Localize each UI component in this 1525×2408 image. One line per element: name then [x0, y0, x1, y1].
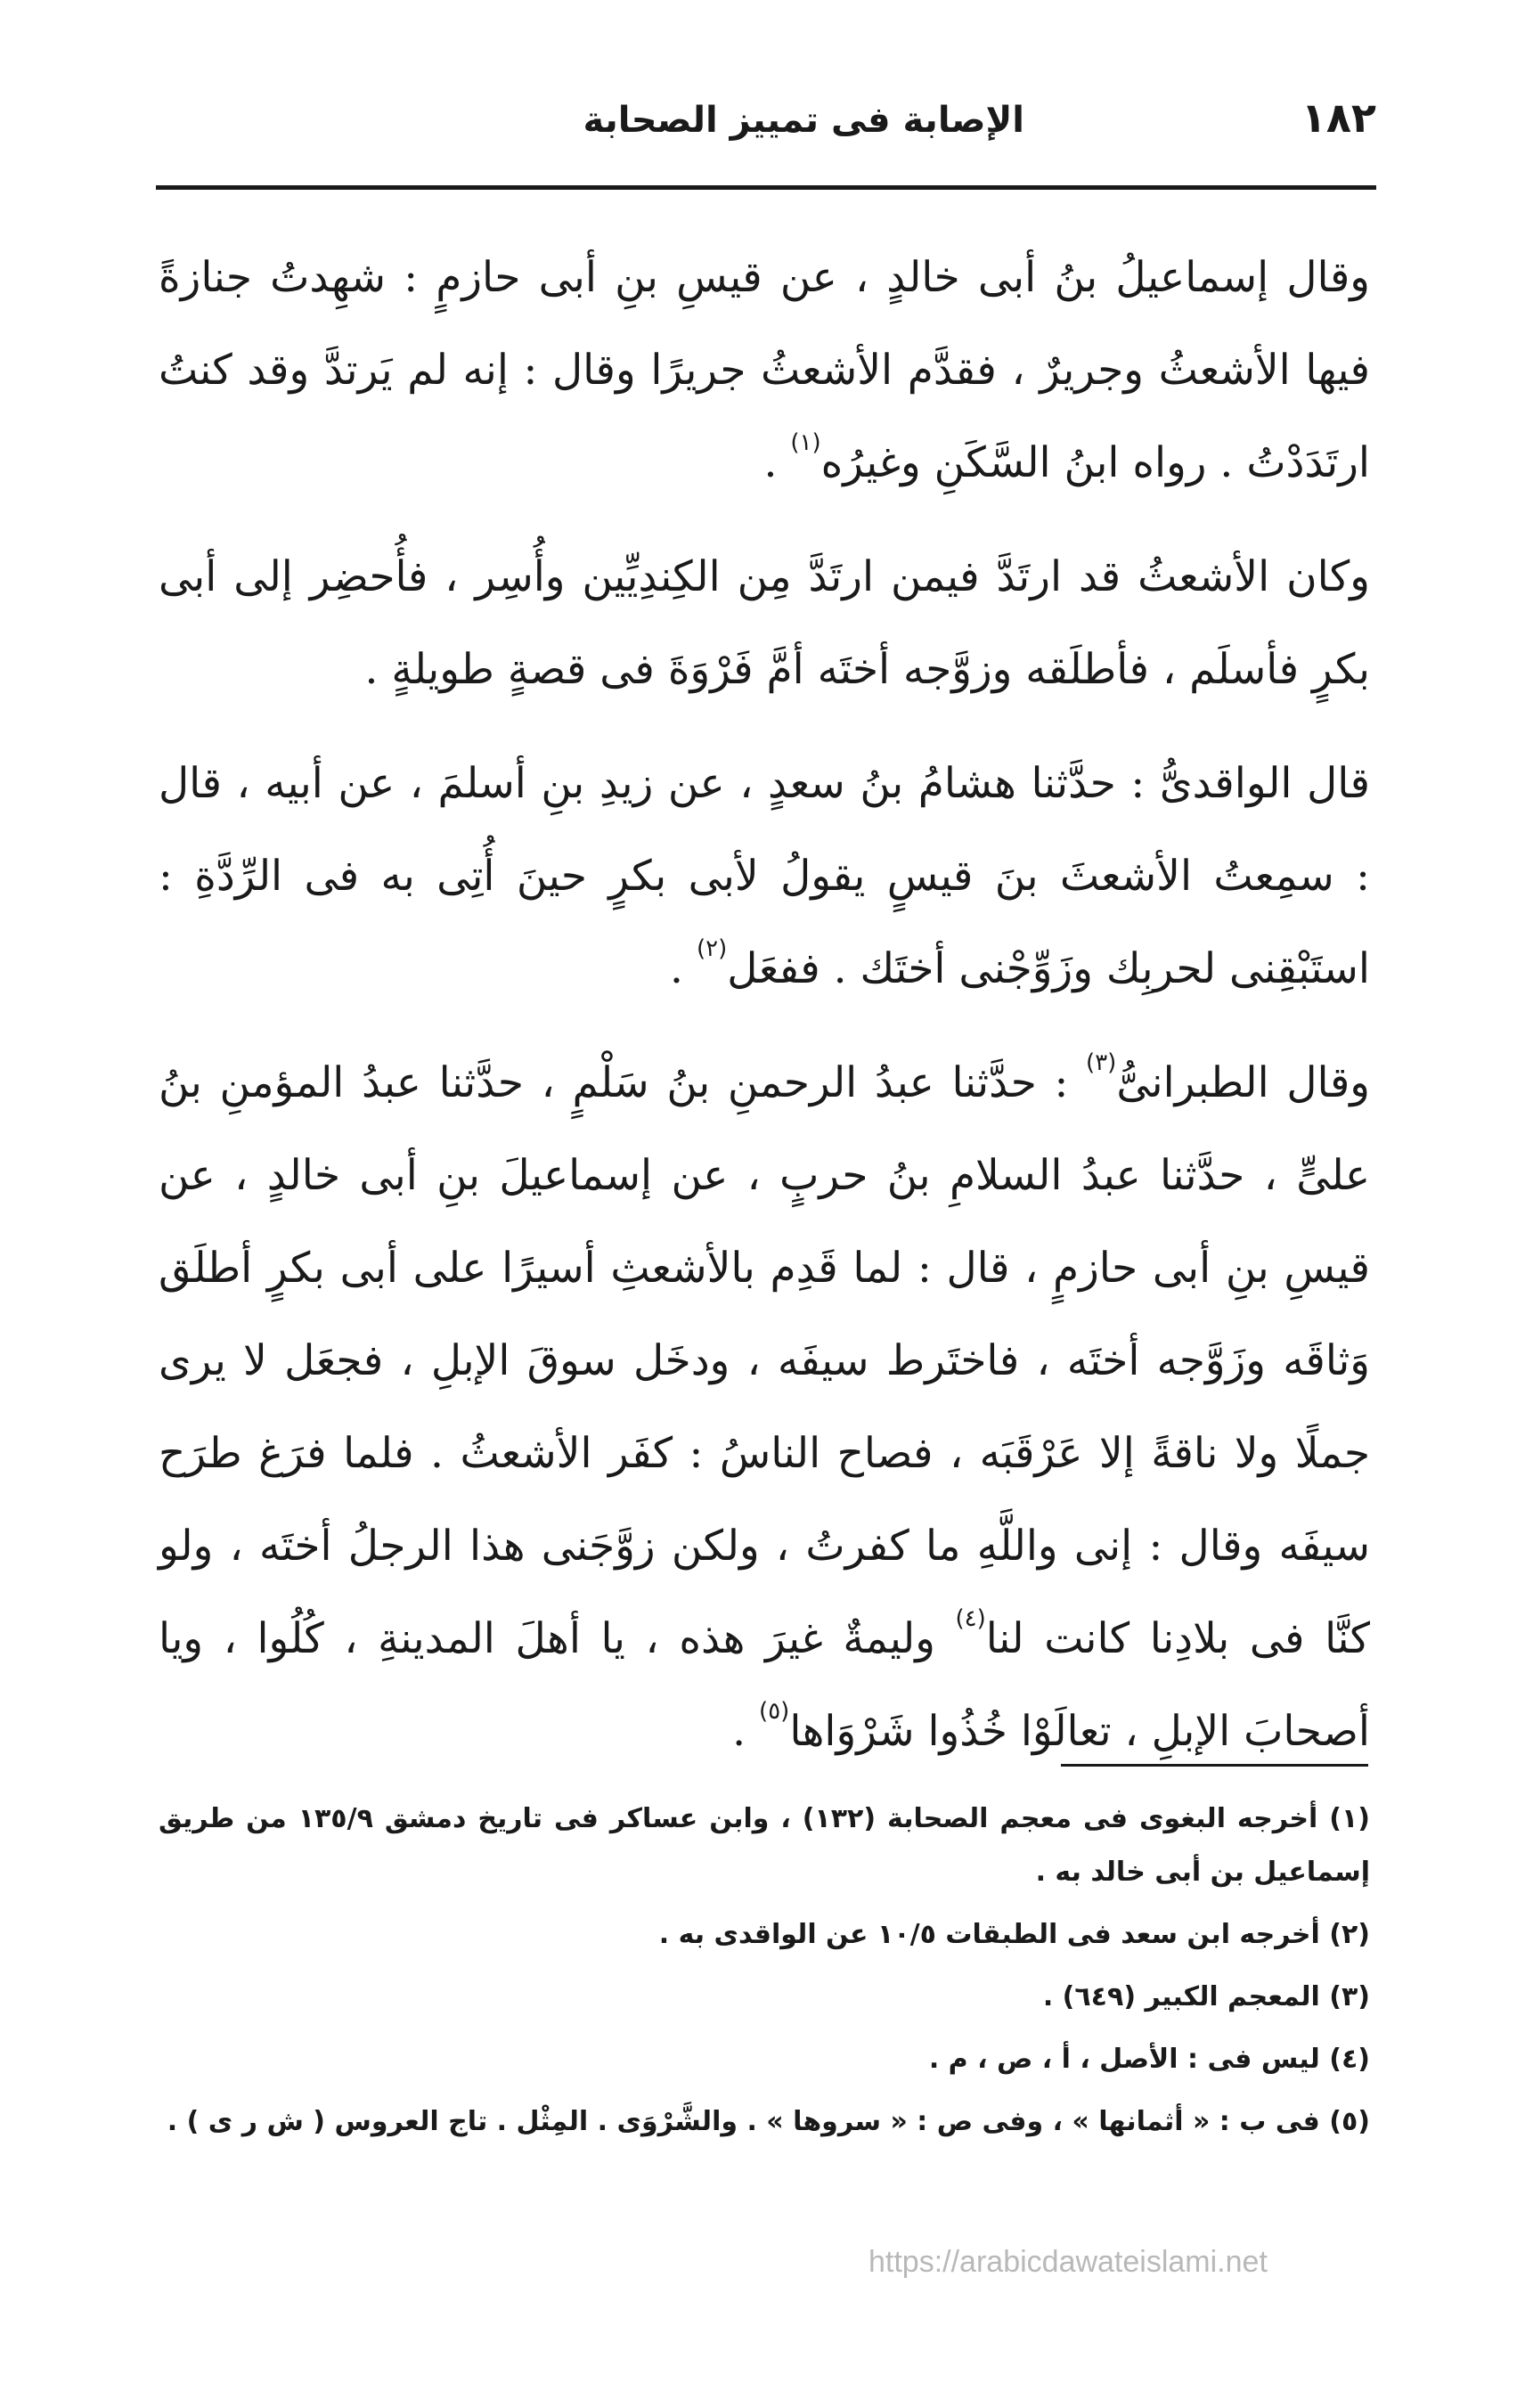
paragraph-3: قال الواقدىُّ : حدَّثنا هشامُ بنُ سعدٍ ، عن زيدِ بنِ أسلمَ ، عن أبيه ، قال : سمِعتُ الأشعثَ بنَ قيسٍ يقولُ لأبى بكرٍ حينَ أُتِى به فى الرِّدَّةِ : استَبْقِنى لحربِك وزَوِّجْنى أختَك . ففعَل$^{(٢)}$ .: [159, 759, 1370, 993]
page-header: [156, 89, 1376, 187]
paragraph-4: وقال الطبرانىُّ$^{(٣)}$ : حدَّثنا عبدُ الرحمنِ بنُ سَلْمٍ ، حدَّثنا عبدُ المؤمنِ بنُ علىٍّ ، حدَّثنا عبدُ السلامِ بنُ حربٍ ، عن إسماعيلَ بنِ أبى خالدٍ ، عن قيسِ بنِ أبى حازمٍ ، قال : لما قَدِم بالأشعثِ أسيرًا على أبى بكرٍ أطلَق وَثاقَه وزَوَّجه أختَه ، فاختَرط سيفَه ، ودخَل سوقَ الإبلِ ، فجعَل لا يرى جملًا ولا ناقةً إلا عَرْقَبَه ، فصاح الناسُ : كفَر الأشعثُ . فلما فرَغ طرَح سيفَه وقال : إنى واللَّهِ ما كفرتُ ، ولكن زوَّجَنى هذا الرجلُ أختَه ، ولو كنَّا فى بلادِنا كانت لنا$^{(٤)}$ وليمةٌ غيرَ هذه ، يا أهلَ المدينةِ ، كُلُوا ، ويا أصحابَ الإبلِ ، تعالَوْا خُذُوا شَرْوَاها$^{(٥)}$ .: [159, 1049, 1370, 1756]
footnote-marker-2: (٢): [696, 935, 728, 962]
main-text: [159, 232, 1370, 1800]
footnote-rule: [1061, 1764, 1368, 1767]
paragraph-1: وقال إسماعيلُ بنُ أبى خالدٍ ، عن قيسِ بنِ أبى حازمٍ : شهِدتُ جنازةً فيها الأشعثُ وجريرٌ ، فقدَّم الأشعثُ جريرًا وقال : إنه لم يَرتدَّ وقد كنتُ ارتَدَدْتُ . رواه ابنُ السَّكَنِ وغيرُه$^{(١)}$ .: [159, 253, 1370, 487]
footnote-marker-4: (٤): [955, 1605, 986, 1632]
footnote-marker-1: (١): [790, 429, 821, 456]
footnotes: [159, 1792, 1370, 2158]
header-rule: [156, 185, 1376, 190]
watermark-url: https://arabicdawateislami.net: [869, 2245, 1268, 2279]
footnote-3: (٣) المعجم الكبير (٦٤٩) .: [1042, 1981, 1370, 2012]
running-title: الإصابة فى تمييز الصحابة: [583, 100, 1024, 141]
paragraph-2: وكان الأشعثُ قد ارتَدَّ فيمن ارتَدَّ مِن الكِندِيِّين وأُسِر ، فأُحضِر إلى أبى بكرٍ فأسلَم ، فأطلَقه وزوَّجه أختَه أمَّ فَرْوَةَ فى قصةٍ طويلةٍ .: [159, 552, 1370, 694]
footnote-4: (٤) ليس فى : الأصل ، أ ، ص ، م .: [928, 2044, 1370, 2075]
footnote-marker-5: (٥): [759, 1698, 790, 1725]
page-number: ١٨٢: [1301, 94, 1376, 142]
footnote-marker-3: (٣): [1086, 1049, 1117, 1076]
footnote-5: (٥) فى ب : « أثمانها » ، وفى ص : « سروها » . والشَّرْوَى . المِثْل . تاج العروس ( ش ر ى ) .: [167, 2106, 1370, 2137]
footnote-2: (٢) أخرجه ابن سعد فى الطبقات ١٠/٥ عن الواقدى به .: [658, 1919, 1370, 1950]
footnote-1: (١) أخرجه البغوى فى معجم الصحابة (١٣٢) ، وابن عساكر فى تاريخ دمشق ١٣٥/٩ من طريق إسماعيل بن أبى خالد به .: [159, 1803, 1370, 1888]
